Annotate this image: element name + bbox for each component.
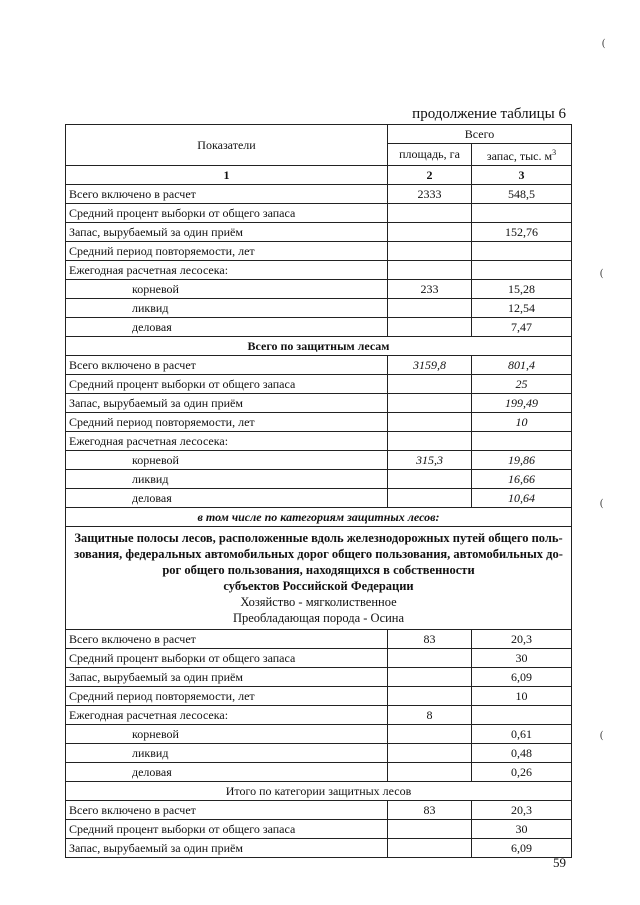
table-row [66,242,572,261]
row-stock: 19,86 [472,451,572,470]
table-row [66,668,572,687]
table-row [66,649,572,668]
row-label: Запас, вырубаемый за один приём [66,839,388,858]
row-stock: 16,66 [472,470,572,489]
table-row [66,706,572,725]
row-stock [472,432,572,451]
row-area [388,687,472,706]
table-row [66,261,572,280]
row-stock: 10 [472,687,572,706]
row-area: 315,3 [388,451,472,470]
row-stock: 12,54 [472,299,572,318]
row-label: Всего включено в расчет [66,630,388,649]
category-dominant-species: Преобладающая порода - Осина [232,611,405,625]
header-stock-label: запас, тыс. м [486,149,553,163]
section-1 [66,185,572,337]
table-row [66,375,572,394]
margin-mark: ( [600,268,604,279]
col-number-2: 2 [388,166,472,185]
table-row [66,356,572,375]
col-number-1: 1 [66,166,388,185]
row-area [388,318,472,337]
header-total: Всего [388,125,572,144]
category-line-3: рог общего пользования, находящихся в собственности [162,563,475,577]
category-block-row [66,527,572,630]
section-4 [66,801,572,858]
row-label: ликвид [66,744,388,763]
row-stock: 0,48 [472,744,572,763]
row-area [388,725,472,744]
row-area [388,839,472,858]
column-number-row [66,166,572,185]
row-label: ликвид [66,470,388,489]
header-stock-sup: 3 [552,148,557,157]
row-area [388,744,472,763]
row-label: деловая [66,318,388,337]
row-stock [472,706,572,725]
col-number-3: 3 [472,166,572,185]
row-area: 83 [388,801,472,820]
row-area [388,242,472,261]
table-row [66,451,572,470]
row-stock [472,242,572,261]
category-line-4: субъектов Российской Федерации [223,579,414,593]
table-row [66,413,572,432]
category-line-2: зования, федеральных автомобильных дорог общего пользования, автомобильных до- [74,547,563,561]
row-stock: 0,26 [472,763,572,782]
section-2 [66,356,572,508]
table-row [66,470,572,489]
row-area [388,649,472,668]
row-stock: 6,09 [472,668,572,687]
row-label: Средний период повторяемости, лет [66,413,388,432]
row-label: Ежегодная расчетная лесосека: [66,706,388,725]
row-label: Средний процент выборки от общего запаса [66,204,388,223]
row-area: 233 [388,280,472,299]
row-stock: 801,4 [472,356,572,375]
categories-title: в том числе по категориям защитных лесов: [66,508,572,527]
table-row [66,630,572,649]
table-row [66,820,572,839]
table-row [66,223,572,242]
row-area: 83 [388,630,472,649]
row-stock: 10,64 [472,489,572,508]
row-area [388,375,472,394]
section-2-title: Всего по защитным лесам [66,337,572,356]
category-farm-type: Хозяйство - мягколиственное [240,595,397,609]
table-row [66,318,572,337]
table-row [66,763,572,782]
table-row [66,204,572,223]
row-area [388,489,472,508]
row-stock: 0,61 [472,725,572,744]
category-total-title: Итого по категории защитных лесов [66,782,572,801]
row-area [388,820,472,839]
row-area [388,204,472,223]
row-label: Ежегодная расчетная лесосека: [66,261,388,280]
row-area [388,299,472,318]
row-label: Средний процент выборки от общего запаса [66,649,388,668]
row-label: Средний период повторяемости, лет [66,242,388,261]
row-stock: 7,47 [472,318,572,337]
margin-mark: ( [600,498,604,509]
row-area [388,261,472,280]
table-row [66,432,572,451]
table-row [66,744,572,763]
row-stock: 152,76 [472,223,572,242]
header-indicators: Показатели [66,125,388,166]
row-area [388,763,472,782]
row-label: деловая [66,763,388,782]
row-stock: 15,28 [472,280,572,299]
row-label: Запас, вырубаемый за один приём [66,668,388,687]
row-area: 8 [388,706,472,725]
table-row [66,394,572,413]
row-stock [472,204,572,223]
table-row [66,489,572,508]
row-label: Ежегодная расчетная лесосека: [66,432,388,451]
row-stock: 548,5 [472,185,572,204]
row-stock: 20,3 [472,801,572,820]
row-area [388,413,472,432]
category-line-1: Защитные полосы лесов, расположенные вдоль железнодорожных путей общего поль- [74,531,563,545]
row-stock [472,261,572,280]
header-stock [472,144,572,166]
row-label: Всего включено в расчет [66,185,388,204]
row-stock: 20,3 [472,630,572,649]
category-total-title-row [66,782,572,801]
row-stock: 25 [472,375,572,394]
row-stock: 30 [472,820,572,839]
row-area [388,223,472,242]
table-row [66,839,572,858]
row-label: Запас, вырубаемый за один приём [66,223,388,242]
header-area: площадь, га [388,144,472,166]
table-row [66,280,572,299]
row-label: ликвид [66,299,388,318]
row-stock: 199,49 [472,394,572,413]
margin-mark: ( [602,38,606,49]
row-label: Всего включено в расчет [66,356,388,375]
row-stock: 10 [472,413,572,432]
table-row [66,185,572,204]
categories-title-row [66,508,572,527]
table-row [66,299,572,318]
margin-mark: ( [600,730,604,741]
row-label: деловая [66,489,388,508]
row-stock: 30 [472,649,572,668]
row-area: 3159,8 [388,356,472,375]
row-label: Средний процент выборки от общего запаса [66,375,388,394]
table-caption: продолжение таблицы 6 [412,106,566,122]
row-label: корневой [66,725,388,744]
row-area [388,394,472,413]
section-3 [66,630,572,782]
row-label: корневой [66,451,388,470]
category-block [66,527,572,630]
page-number: 59 [553,855,566,870]
row-label: Средний период повторяемости, лет [66,687,388,706]
row-label: корневой [66,280,388,299]
row-stock: 6,09 [472,839,572,858]
row-area [388,470,472,489]
row-label: Средний процент выборки от общего запаса [66,820,388,839]
header-row [66,125,572,144]
row-area [388,432,472,451]
section-2-title-row [66,337,572,356]
row-label: Всего включено в расчет [66,801,388,820]
row-area [388,668,472,687]
row-area: 2333 [388,185,472,204]
table-row [66,801,572,820]
table-row [66,725,572,744]
table-row [66,687,572,706]
row-label: Запас, вырубаемый за один приём [66,394,388,413]
forest-table [65,124,572,858]
